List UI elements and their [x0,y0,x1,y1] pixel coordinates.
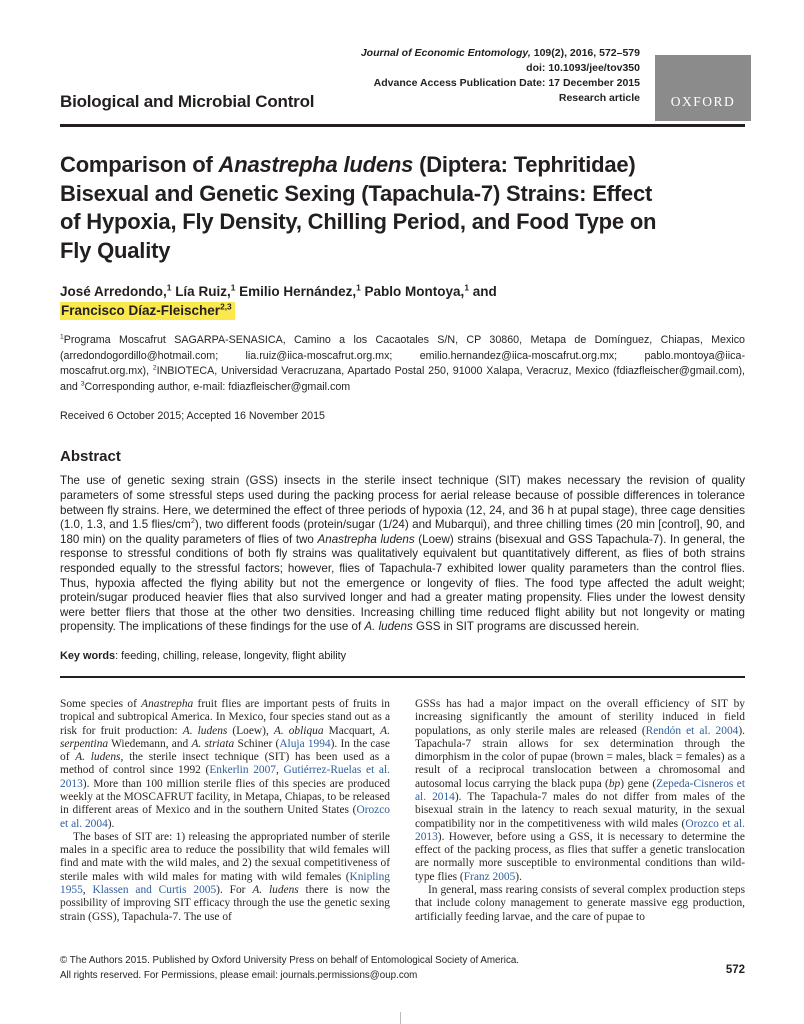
body-columns [60,698,745,924]
citation-link[interactable]: Enkerlin 2007 [209,764,276,777]
abstract-divider [60,676,745,678]
body-paragraph: In general, mass rearing consists of several complex production steps that include colony management to generate massive egg production, artificially feeding larvae, and the care of pupae to [415,884,745,923]
journal-meta [361,46,640,106]
affiliations: $^1$Programa Moscafrut SAGARPA-SENASICA, Camino a los Cacaotales S/N, CP 30860, Metapa de Domínguez, Chiapas, Mexico (arredondogordillo@hotmail.com; lia.ruiz@iica-moscafrut.org.mx; emilio.hernandez@iica-moscafrut.org.mx; pablo.montoya@iica-moscafrut.org.mx), $^2$INBIOTECA, Universidad Veracruzana, Apartado Postal 250, 91000 Xalapa, Veracruz, Mexico (fdiazfleischer@gmail.com), and $^3$Corresponding author, e-mail: fdiazfleischer@gmail.com [60,333,745,393]
bottom-crop-mark [400,1012,401,1024]
article-content [60,124,745,924]
advance-access-line: Advance Access Publication Date: 17 December 2015 [373,77,640,89]
page-footer [60,954,745,983]
citation-link[interactable]: Gutiérrez-Ruelas et al. 2013 [60,764,390,790]
keywords-line: Key words: feeding, chilling, release, longevity, flight ability [60,649,347,662]
citation-link[interactable]: Aluja 1994 [279,737,331,750]
body-paragraph: Some species of Anastrepha fruit flies are important pests of fruits in tropical and subtropical America. In Mexico, four species stand out as a risk for fruit production: A. ludens (Loew), A. obliqua Macquart, A. serpentina Wiedemann, and A. striata Schiner (Aluja 1994). In the case of A. ludens, the sterile insect technique (SIT) has been used as a method of control since 1992 (Enkerlin 2007, Gutiérrez-Ruelas et al. 2013). More than 100 million sterile flies of this species are produced weekly at the MOSCAFRUT facility, in Metapa, Chiapas, to be released in different areas of Mexico and in the southern United States (Orozco et al. 2004). [60,697,390,830]
citation-link[interactable]: Zepeda-Cisneros et al. 2014 [415,777,745,803]
author-list [60,282,745,320]
header-divider [60,124,745,127]
journal-section-title: Biological and Microbial Control [60,92,315,111]
body-paragraph: GSSs has had a major impact on the overall efficiency of SIT by increasing significantly the amount of sterility induced in field populations, as only sterile males are released (Rendón et al. 2004). Tapachula-7 strain allows for sex determination through the dimorphism in the color of pupae (brown = males, black = females) as a result of a reciprocal translocation between a chromosomal and autosomal locus carrying the black pupa (bp) gene (Zepeda-Cisneros et al. 2014). The Tapachula-7 males do not differ from males of the bisexual strain in the latency to reach sexual maturity, in the sexual compatibility nor in the competitiveness with wild males (Orozco et al. 2013). However, before using a GSS, it is necessary to determine the effect of the packing process, as flies that suffer a genetic translocation are normally more susceptible to environmental conditions than wild-type flies (Franz 2005). [415,697,745,883]
doi-line: doi: 10.1093/jee/tov350 [526,62,640,74]
abstract-text: The use of genetic sexing strain (GSS) insects in the sterile insect technique (SIT) makes necessary the revision of quality parameters of some stressful steps used during the packing process for aerial release because of possible differences in tolerance between fly strains. Here, we determined the effect of three periods of hypoxia (12, 24, and 36 h at pupal stage), three cage densities (1.0, 1.3, and 1.5 flies/$cm^2$), two different foods (protein/sugar (1/24) and Mubarqui), and three chilling times (20 min [control], 90, and 180 min) on the quality parameters of flies of two Anastrepha ludens (Loew) strains (bisexual and GSS Tapachula-7). In general, the response to stressful conditions of both fly strains was qualitatively equivalent but quantitatively different, as flies of both strains responded equally to the stressful factors; however, flies of Tapachula-7 exhibited lower quality parameters than the control flies. Thus, hypoxia affected the flying ability but not the emergence or longevity of flies. The food type affected the adult weight; protein/sugar produced heavier flies that also survived longer and had a greater mating propensity. Flies under the lowest density were better fliers that those at the other two densities. Increasing chilling time reduced flight ability but not longevity or mating propensity. The implications of these findings for the use of A. ludens GSS in SIT programs are discussed herein. [60,474,745,634]
oxford-logo-text: OXFORD [670,94,736,109]
received-accepted-dates: Received 6 October 2015; Accepted 16 November 2015 [60,410,325,423]
citation-link[interactable]: Orozco et al. 2013 [415,817,745,843]
citation-link[interactable]: Orozco et al. 2004 [60,804,390,830]
citation-link[interactable]: Rendón et al. 2004 [645,724,739,737]
article-type-label: Research article [558,92,640,104]
citation-link[interactable]: Klassen and Curtis 2005 [92,884,217,897]
citation-link[interactable]: Franz 2005 [463,870,516,883]
body-paragraph: The bases of SIT are: 1) releasing the appropriated number of sterile males in a specific area to reduce the possibility that wild females will find and mate with the wild males, and 2) the sexual competitiveness of sterile males with wild males for mating with wild females (Knipling 1955, Klassen and Curtis 2005). For A. ludens there is now the possibility of improving SIT efficacy through the use the genetic sexing strain (GSS), Tapachula-7. The use of [60,830,390,923]
author-line-2-highlighted [60,301,745,320]
citation-link[interactable]: Knipling 1955 [60,870,390,897]
journal-citation-line: Journal of Economic Entomology, 109(2), 2016, 572–579 [360,47,640,59]
page-number: 572 [725,964,745,976]
author-line-1: José Arredondo,$^1$ Lía Ruiz,$^1$ Emilio Hernández,$^1$ Pablo Montoya,$^1$ and [60,282,497,299]
abstract-heading: Abstract [60,448,121,466]
article-title: Comparison of Anastrepha ludens (Diptera: Tephritidae) Bisexual and Genetic Sexing (Tapachula-7) Strains: Effect of Hypoxia, Fly Density, Chilling Period, and Food Type on Fly Quality [60,152,657,263]
highlighted-author-name: Francisco Díaz-Fleischer$^{2,3}$ [60,302,235,320]
oxford-university-press-logo [655,55,751,121]
copyright-line: © The Authors 2015. Published by Oxford University Press on behalf of Entomological Society of America. [60,955,520,966]
permissions-line: All rights reserved. For Permissions, please email: journals.permissions@oup.com [60,969,418,981]
left-column [60,698,390,924]
right-column [415,698,745,924]
